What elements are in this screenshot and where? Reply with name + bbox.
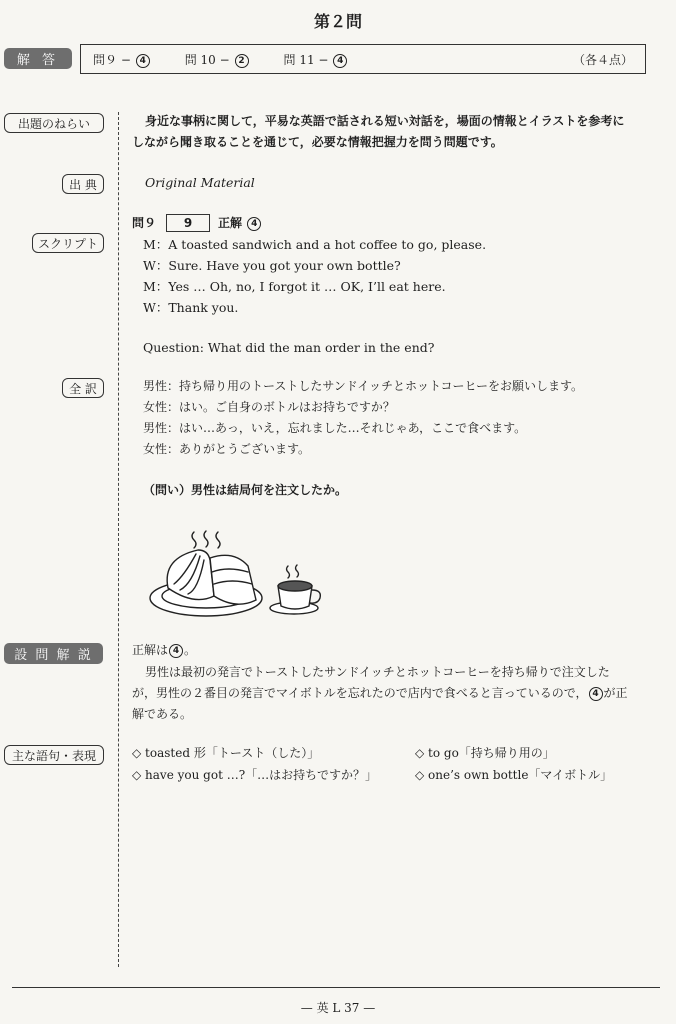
points-note: （各４点） — [572, 52, 633, 67]
explanation-text: 男性は最初の発言でトーストしたサンドイッチとホットコーヒーを持ち帰りで注文した が，男性の２番目の発言でマイボトルを忘れたので店内で食べると言っているので， 4 が正 解である。 — [132, 665, 628, 721]
bottom-rule — [12, 987, 660, 988]
explanation-answer: 正解は 4 。 — [132, 643, 197, 657]
translation-question: （問い）男性は結局何を注文したか。 — [143, 483, 348, 497]
vocab-item: ◇ toasted 形「トースト（した）」 — [132, 746, 320, 760]
vocab-item: ◇ one’s own bottle「マイボトル」 — [415, 768, 613, 782]
answer-item: 問 11 − 4 — [284, 51, 349, 68]
answer-item: 問 10 − 2 — [185, 51, 250, 68]
aim-text: 身近な事柄に関して，平易な英語で話される短い対話を，場面の情報とイラストを参考に しながら聞き取ることを通じて，必要な情報把握力を問う問題です。 — [132, 114, 625, 149]
column-divider — [118, 112, 119, 967]
vocab-label: 主な語句・表現 — [4, 745, 104, 765]
sandwich-coffee-illustration — [148, 528, 328, 620]
script-dialogue: M：A toasted sandwich and a hot coffee to go, please. W：Sure. Have you got your own bottle? M：Yes … Oh, no, I forgot it … OK, I’ll eat here. W：Thank you. — [143, 237, 487, 315]
answer-item: 問９ − 4 — [93, 51, 151, 68]
answer-label: 解 答 — [4, 48, 72, 69]
translation-dialogue: 男性：持ち帰り用のトーストしたサンドイッチとホットコーヒーをお願いします。 女性：はい。ご自身のボトルはお持ちですか？ 男性：はい…あっ，いえ，忘れました…それじゃあ，ここで食べます。 女性：ありがとうございます。 — [143, 379, 584, 456]
script-label: スクリプト — [32, 233, 104, 253]
vocab-item: ◇ have you got …?「…はお持ちですか？」 — [132, 768, 378, 782]
translation-label: 全 訳 — [62, 378, 104, 398]
question-number-box: 9 — [166, 214, 210, 232]
source-label: 出 典 — [62, 174, 104, 194]
explanation-label: 設 問 解 説 — [4, 643, 103, 664]
page-footer: — 英 L 37 — — [300, 1001, 376, 1015]
aim-label: 出題のねらい — [4, 113, 104, 133]
question-header: 問９ 9 正解 4 — [132, 213, 262, 234]
page-title: 第２問 — [313, 12, 362, 31]
source-text: Original Material — [145, 175, 255, 190]
vocab-item: ◇ to go「持ち帰り用の」 — [415, 746, 555, 760]
script-question: Question: What did the man order in the end? — [143, 340, 435, 355]
answer-box — [80, 44, 646, 74]
